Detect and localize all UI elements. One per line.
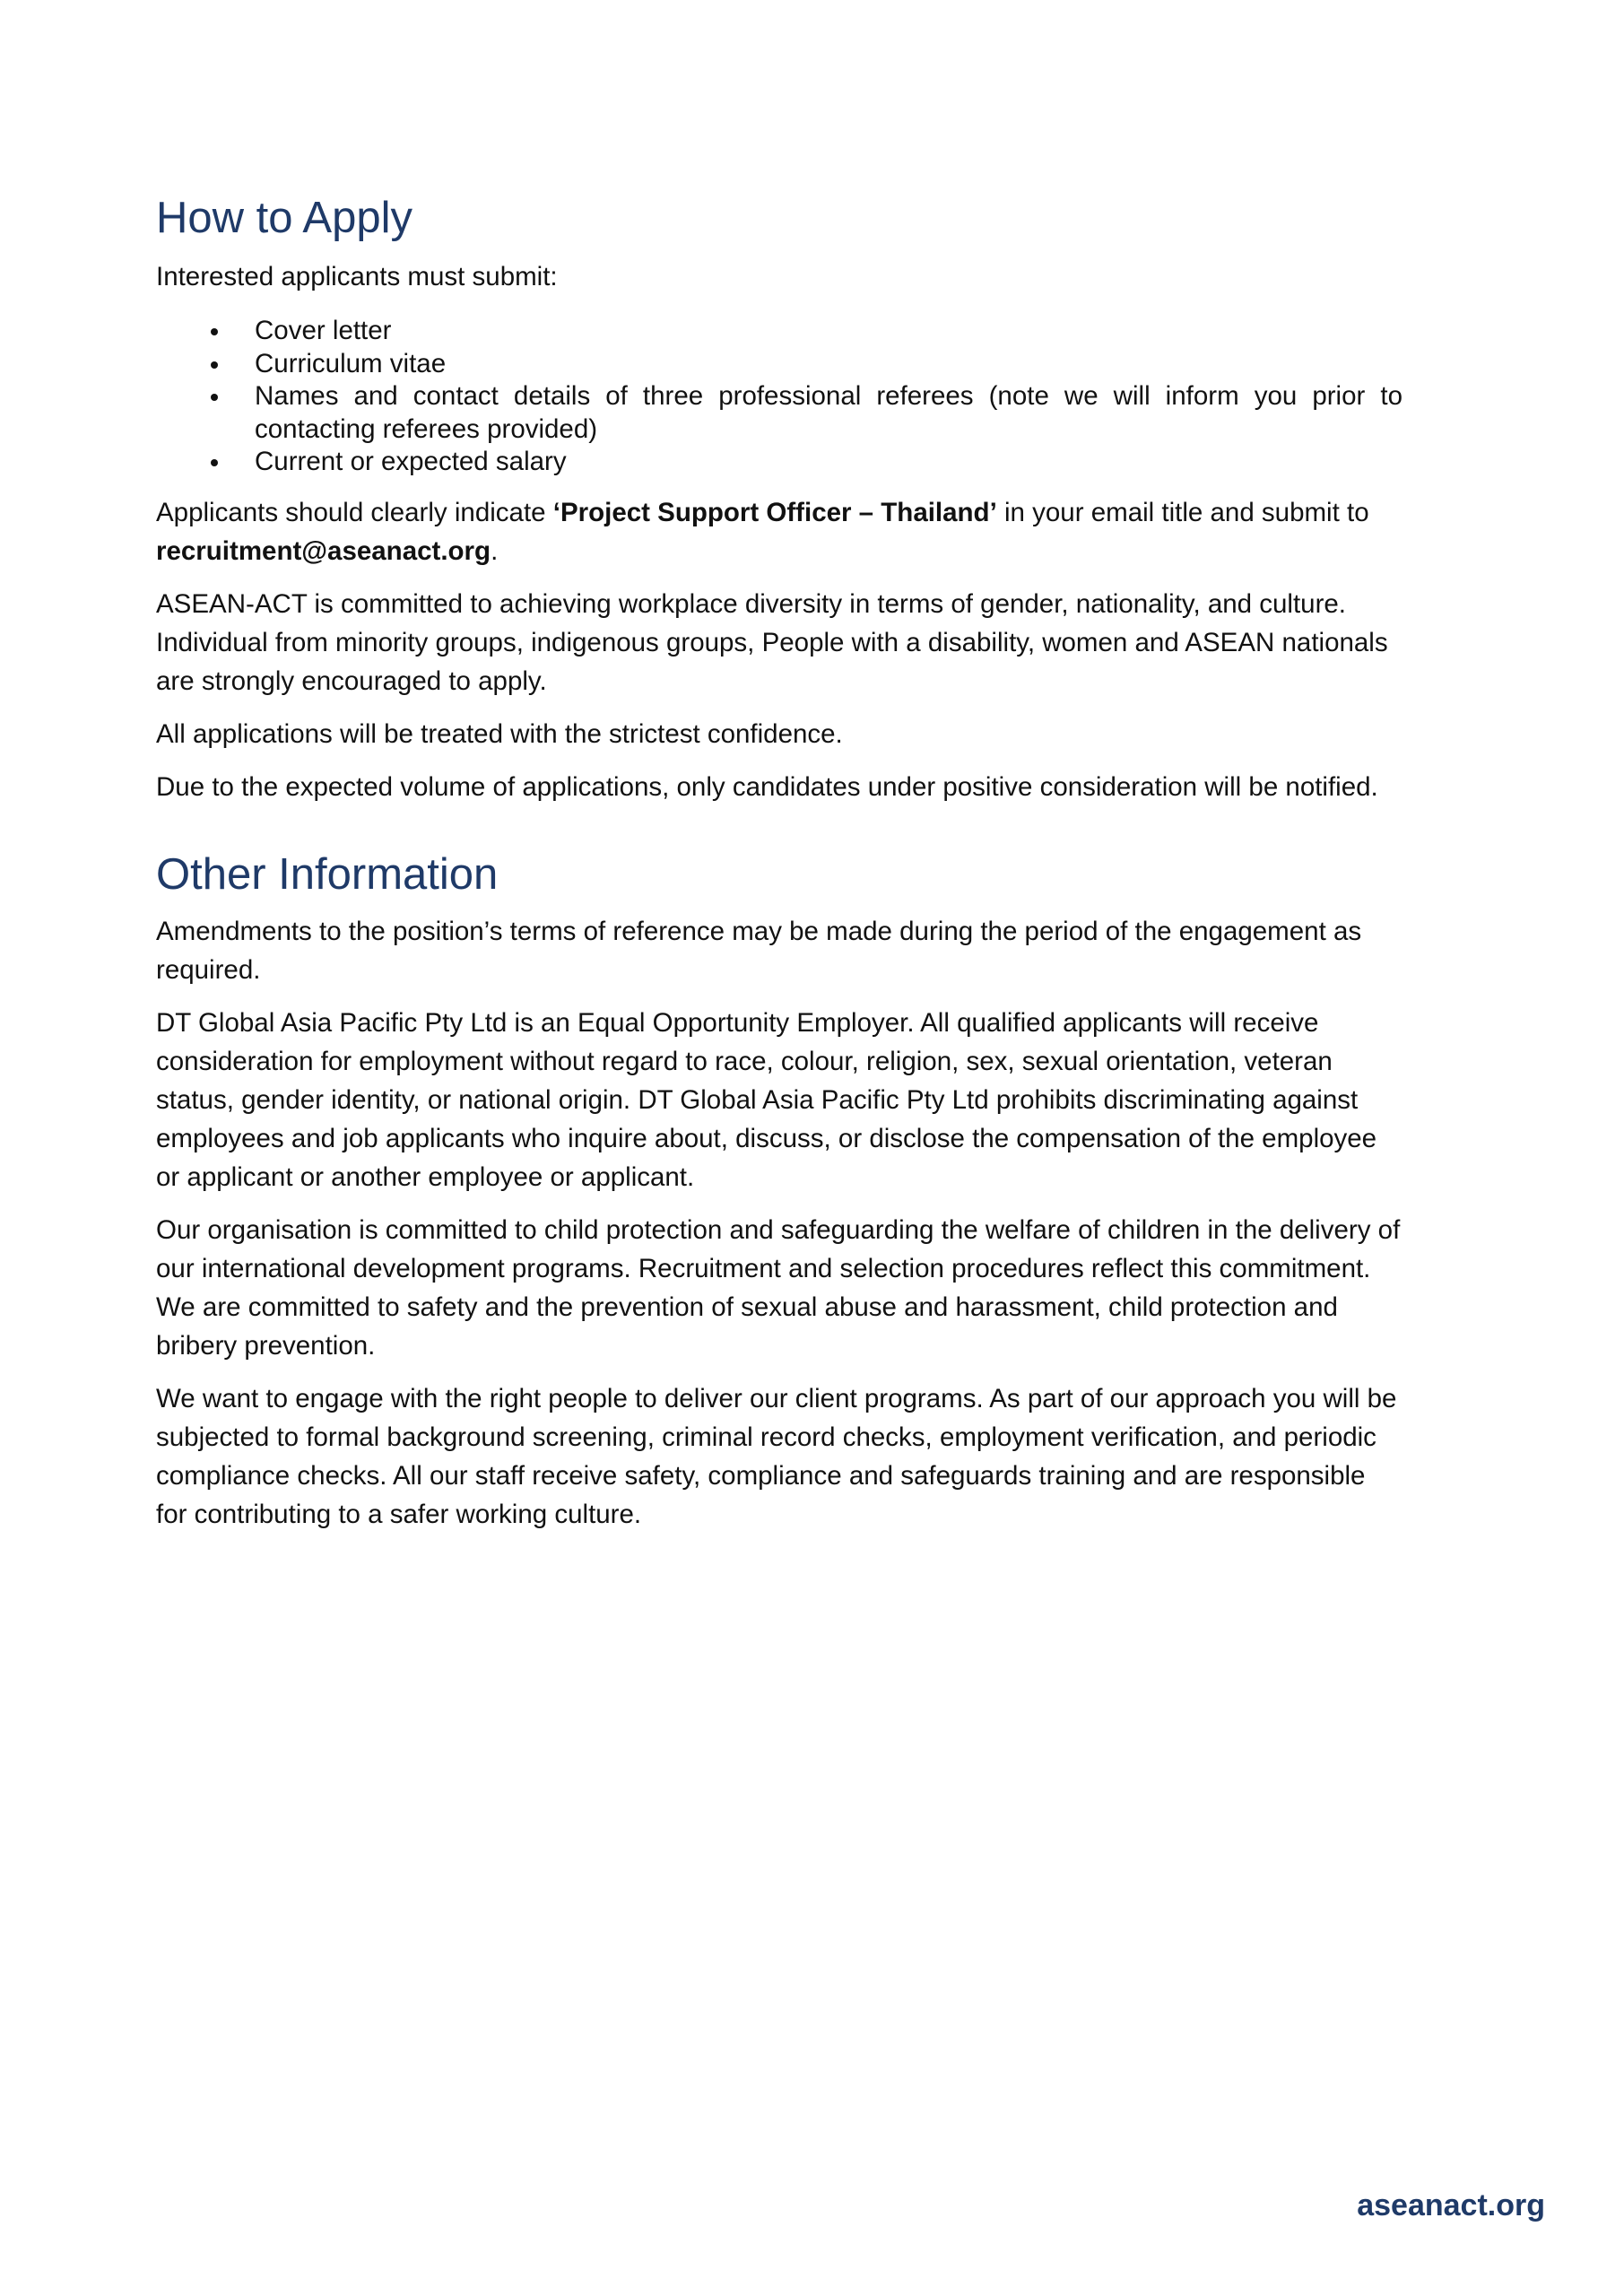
instructions-text: . xyxy=(491,535,499,566)
how-to-apply-heading: How to Apply xyxy=(156,194,413,242)
position-title: ‘Project Support Officer – Thailand’ xyxy=(552,497,997,527)
bullet-icon xyxy=(211,459,218,466)
list-item-text: Cover letter xyxy=(255,316,392,345)
list-item-text: Current or expected salary xyxy=(255,447,567,476)
confidence-paragraph: All applications will be treated with the strictest confidence. xyxy=(156,718,843,749)
recruitment-email: recruitment@aseanact.org xyxy=(156,535,491,566)
diversity-paragraph: ASEAN-ACT is committed to achieving workplace diversity in terms of gender, nationality, and culture. Individual from minority groups, indigenous groups, People with a disability, women and ASEAN nationals are strongly encouraged to apply. xyxy=(156,588,1388,696)
list-item xyxy=(156,446,1403,479)
child-protection-paragraph: Our organisation is committed to child protection and safeguarding the welfare of children in the delivery of our international development programs. Recruitment and selection procedures reflect this commitment. We are committed to safety and the prevention of sexual abuse and harassment, child protection and bribery prevention. xyxy=(156,1214,1401,1361)
bullet-icon xyxy=(211,361,218,369)
screening-paragraph: We want to engage with the right people to deliver our client programs. As part of our approach you will be subjected to formal background screening, criminal record checks, employment verification, and periodic compliance checks. All our staff receive safety, compliance and safeguards training and are responsible for contributing to a safer working culture. xyxy=(156,1383,1397,1529)
equal-opportunity-paragraph: DT Global Asia Pacific Pty Ltd is an Equal Opportunity Employer. All qualified applicants will receive consideration for employment without regard to race, colour, religion, sex, sexual orientation, veteran status, gender identity, or national origin. DT Global Asia Pacific Pty Ltd prohibits discriminating against employees and job applicants who inquire about, discuss, or disclose the compensation of the employee or applicant or another employee or applicant. xyxy=(156,1007,1377,1192)
instructions-text: Applicants should clearly indicate xyxy=(156,497,553,527)
list-item xyxy=(156,315,1403,348)
bullet-icon xyxy=(211,328,218,335)
list-item-text: Names and contact details of three professional referees (note we will inform you prior to contacting referees provided) xyxy=(255,381,1403,444)
email-instructions xyxy=(156,493,1403,570)
other-information-heading: Other Information xyxy=(156,849,499,899)
amendments-paragraph: Amendments to the position’s terms of reference may be made during the period of the engagement as required. xyxy=(156,916,1362,985)
list-item-text: Curriculum vitae xyxy=(255,348,447,378)
requirements-list xyxy=(156,315,1403,479)
volume-paragraph: Due to the expected volume of applications, only candidates under positive consideration will be notified. xyxy=(156,771,1378,802)
list-item xyxy=(156,348,1403,381)
bullet-icon xyxy=(211,394,218,401)
submit-intro: Interested applicants must submit: xyxy=(156,262,558,291)
website-link[interactable]: aseanact.org xyxy=(1357,2188,1545,2222)
list-item xyxy=(156,380,1403,446)
instructions-text: in your email title and submit to xyxy=(996,497,1369,527)
page-content xyxy=(156,191,1403,1534)
